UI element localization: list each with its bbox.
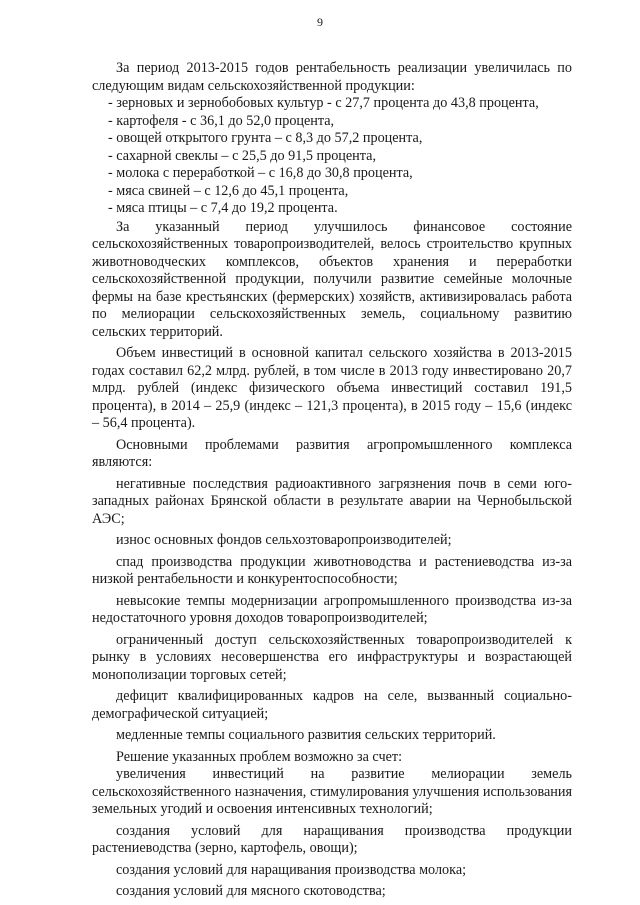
investment-paragraph: Объем инвестиций в основной капитал сельского хозяйства в 2013-2015 годах составил 62,2 млрд. рублей, в том числе в 2013 году инвестировано 20,7 млрд. рублей (индекс физического объема инвестиций составил 191,5 процента), в 2014 – 25,9 (индекс – 121,3 процента), в 2015 году – 15,6 (индекс – 56,4 процента). <box>92 345 572 431</box>
solution-item: увеличения инвестиций на развитие мелиорации земель сельскохозяйственного назначения, стимулирования улучшения использования земельных угодий и освоения интенсивных технологий; <box>92 766 572 817</box>
profit-item: - овощей открытого грунта – с 8,3 до 57,2 процента, <box>108 130 423 146</box>
solution-item: создания условий для наращивания производства молока; <box>116 861 467 878</box>
solutions-intro: Решение указанных проблем возможно за счет: <box>116 748 403 765</box>
problem-item: негативные последствия радиоактивного загрязнения почв в семи юго-западных районах Брянской области в результате аварии на Чернобыльской АЭС; <box>92 475 572 527</box>
problem-item: невысокие темпы модернизации агропромышленного производства из-за недостаточного уровня доходов товаропроизводителей; <box>92 592 572 626</box>
problem-item: медленные темпы социального развития сельских территорий. <box>116 727 496 743</box>
problems-intro: Основными проблемами развития агропромышленного комплекса являются: <box>92 436 572 470</box>
page-number: 9 <box>317 15 323 29</box>
solution-item: создания условий для мясного скотоводства; <box>116 883 386 899</box>
profit-item: - сахарной свеклы – с 25,5 до 91,5 процента, <box>108 147 376 164</box>
profit-item: - зерновых и зернобобовых культур - с 27,7 процента до 43,8 процента, <box>108 95 539 111</box>
problem-item: износ основных фондов сельхозтоваропроизводителей; <box>116 532 452 548</box>
profit-item: - мяса птицы – с 7,4 до 19,2 процента. <box>108 200 338 216</box>
problem-item: ограниченный доступ сельскохозяйственных товаропроизводителей к рынку в условиях несовершенства его инфраструктуры и возрастающей монополизации торговых сетей; <box>92 631 572 683</box>
profit-item: - мяса свиней – с 12,6 до 45,1 процента, <box>108 182 349 199</box>
document-body <box>92 60 572 901</box>
profitability-intro: За период 2013-2015 годов рентабельность реализации увеличилась по следующим видам сельскохозяйственной продукции: <box>92 60 572 94</box>
problem-item: спад производства продукции животноводства и растениеводства из-за низкой рентабельности и конкурентоспособности; <box>92 553 572 587</box>
solution-item: создания условий для наращивания производства продукции растениеводства (зерно, картофель, овощи); <box>92 822 572 856</box>
finance-paragraph: За указанный период улучшилось финансовое состояние сельскохозяйственных товаропроизводителей, велось строительство крупных животноводческих комплексов, объектов хранения и переработки сельскохозяйственной продукции, получили развитие семейные молочные фермы на базе крестьянских (фермерских) хозяйств, активизировалась работа по мелиорации сельскохозяйственных земель, социальному развитию сельских территорий. <box>92 218 572 340</box>
profit-item: - картофеля - с 36,1 до 52,0 процента, <box>108 112 335 129</box>
problem-item: дефицит квалифицированных кадров на селе, вызванный социально-демографической ситуацией; <box>92 688 572 722</box>
profit-item: - молока с переработкой – с 16,8 до 30,8 процента, <box>108 165 413 181</box>
